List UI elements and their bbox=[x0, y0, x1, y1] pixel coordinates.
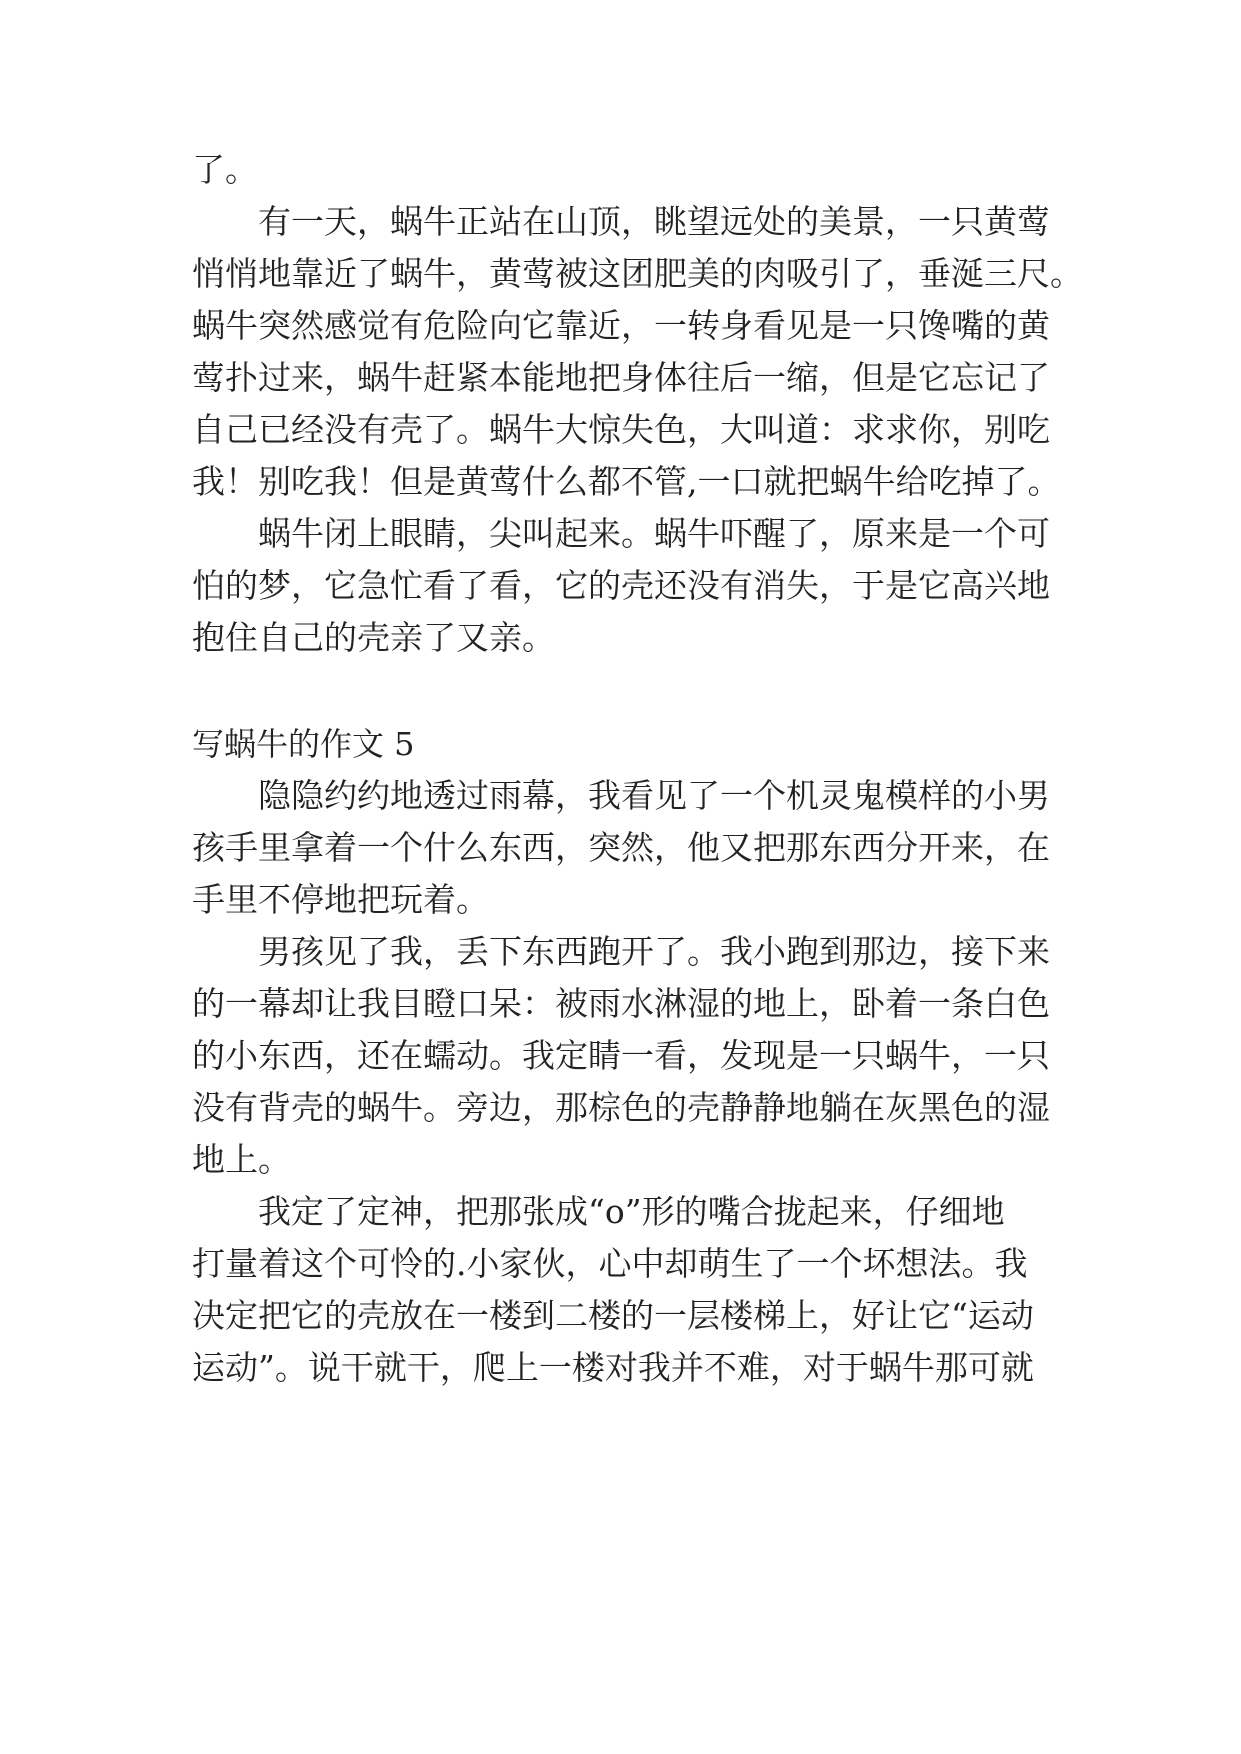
text-line: 蜗牛突然感觉有危险向它靠近，一转身看见是一只馋嘴的黄 bbox=[192, 306, 1050, 345]
text-line: 孩手里拿着一个什么东西，突然，他又把那东西分开来，在 bbox=[192, 828, 1050, 867]
paragraph-first-line: 有一天，蜗牛正站在山顶，眺望远处的美景，一只黄莺 bbox=[258, 202, 1050, 241]
text-line: 打量着这个可怜的.小家伙，心中却萌生了一个坏想法。我 bbox=[192, 1244, 1028, 1283]
text-line: 我！别吃我！但是黄莺什么都不管,一口就把蜗牛给吃掉了。 bbox=[192, 462, 1061, 501]
paragraph-first-line: 蜗牛闭上眼睛，尖叫起来。蜗牛吓醒了，原来是一个可 bbox=[258, 514, 1050, 553]
text-line: 怕的梦，它急忙看了看，它的壳还没有消失，于是它高兴地 bbox=[192, 566, 1050, 605]
text-line: 莺扑过来，蜗牛赶紧本能地把身体往后一缩，但是它忘记了 bbox=[192, 358, 1050, 397]
text-line: 的小东西，还在蠕动。我定睛一看，发现是一只蜗牛，一只 bbox=[192, 1036, 1050, 1075]
text-line: 了。 bbox=[192, 150, 258, 189]
section-heading: 写蜗牛的作文 5 bbox=[192, 725, 415, 763]
text-line: 手里不停地把玩着。 bbox=[192, 880, 489, 919]
text-line: 决定把它的壳放在一楼到二楼的一层楼梯上，好让它“运动 bbox=[192, 1296, 1034, 1335]
paragraph-first-line: 隐隐约约地透过雨幕，我看见了一个机灵鬼模样的小男 bbox=[258, 776, 1050, 815]
paragraph-first-line: 男孩见了我，丢下东西跑开了。我小跑到那边，接下来 bbox=[258, 932, 1050, 971]
text-line: 运动”。说干就干，爬上一楼对我并不难，对于蜗牛那可就 bbox=[192, 1348, 1034, 1387]
text-line: 的一幕却让我目瞪口呆：被雨水淋湿的地上，卧着一条白色 bbox=[192, 984, 1050, 1023]
text-line: 自己已经没有壳了。蜗牛大惊失色，大叫道：求求你，别吃 bbox=[192, 410, 1050, 449]
text-line: 地上。 bbox=[192, 1140, 291, 1179]
text-line: 抱住自己的壳亲了又亲。 bbox=[192, 618, 555, 657]
paragraph-first-line: 我定了定神，把那张成“o”形的嘴合拢起来，仔细地 bbox=[258, 1192, 1005, 1231]
text-line: 没有背壳的蜗牛。旁边，那棕色的壳静静地躺在灰黑色的湿 bbox=[192, 1088, 1050, 1127]
text-line: 悄悄地靠近了蜗牛，黄莺被这团肥美的肉吸引了，垂涎三尺。 bbox=[192, 254, 1083, 293]
